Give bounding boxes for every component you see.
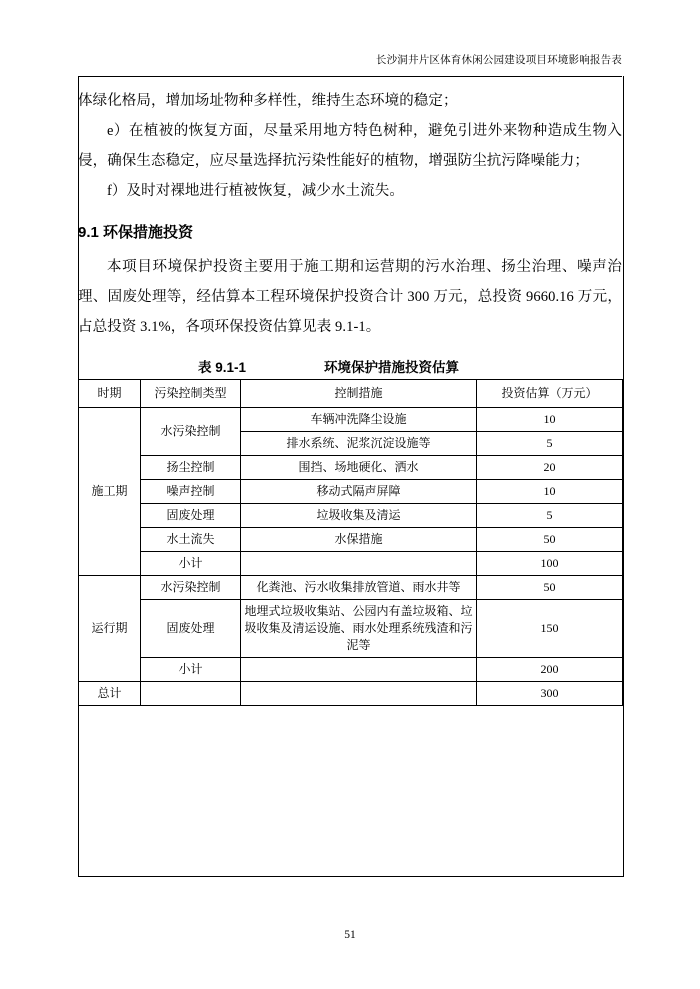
table-row: [79, 528, 623, 552]
cell-amount: 5: [477, 504, 623, 528]
table-row: [79, 480, 623, 504]
cell-control: 化粪池、污水收集排放管道、雨水井等: [241, 576, 477, 600]
page-number: 51: [344, 929, 356, 941]
cell-type-noise: 噪声控制: [141, 480, 241, 504]
cell-control: [241, 552, 477, 576]
section-heading-9-1: 9.1 环保措施投资: [78, 224, 194, 241]
cell-amount: 5: [477, 432, 623, 456]
cell-control: 水保措施: [241, 528, 477, 552]
cell-type-solid-waste: 固废处理: [141, 504, 241, 528]
running-header: 长沙洞井片区体育休闲公园建设项目环境影响报告表: [375, 55, 622, 66]
header-divider: [78, 76, 622, 77]
table-caption: [78, 356, 622, 376]
section-paragraph: 本项目环境保护投资主要用于施工期和运营期的污水治理、扬尘治理、噪声治理、固废处理等，经估算本工程环境保护投资合计 300 万元，总投资 9660.16 万元，占总投资 3.1%，各项环保投资估算见表 9.1-1。: [78, 259, 622, 335]
cell-subtotal-label: 小计: [141, 552, 241, 576]
cell-type-soil-erosion: 水土流失: [141, 528, 241, 552]
col-header-period: 时期: [79, 380, 141, 408]
cell-amount: 20: [477, 456, 623, 480]
table-caption-number: 表 9.1-1: [198, 360, 247, 375]
cell-control: 垃圾收集及清运: [241, 504, 477, 528]
cell-amount: 300: [477, 682, 623, 706]
environmental-investment-table: [78, 379, 623, 706]
table-row-subtotal: [79, 552, 623, 576]
paragraph-f: f）及时对裸地进行植被恢复，减少水土流失。: [107, 183, 404, 199]
cell-control: 排水系统、泥浆沉淀设施等: [241, 432, 477, 456]
cell-total-label: 总计: [79, 682, 141, 706]
paragraph-e: e）在植被的恢复方面，尽量采用地方特色树种，避免引进外来物种造成生物入侵，确保生态稳定，应尽量选择抗污染性能好的植物，增强防尘抗污降噪能力；: [78, 123, 622, 169]
table-row-total: [79, 682, 623, 706]
col-header-type: 污染控制类型: [141, 380, 241, 408]
cell-amount: 100: [477, 552, 623, 576]
table-header-row: [79, 380, 623, 408]
table-row: [79, 408, 623, 432]
cell-amount: 10: [477, 408, 623, 432]
table-row: [79, 504, 623, 528]
cell-control: [241, 682, 477, 706]
col-header-control: 控制措施: [241, 380, 477, 408]
table-row: [79, 456, 623, 480]
cell-control: 移动式隔声屏障: [241, 480, 477, 504]
cell-amount: 50: [477, 576, 623, 600]
cell-type-water: 水污染控制: [141, 408, 241, 456]
page-content: [78, 86, 622, 706]
cell-control: 车辆冲洗降尘设施: [241, 408, 477, 432]
table-row: [79, 600, 623, 658]
cell-amount: 10: [477, 480, 623, 504]
cell-amount: 150: [477, 600, 623, 658]
table-row: [79, 576, 623, 600]
cell-control: 地埋式垃圾收集站、公园内有盖垃圾箱、垃圾收集及清运设施、雨水处理系统残渣和污泥等: [241, 600, 477, 658]
cell-period-construction: 施工期: [79, 408, 141, 576]
cell-type-solid-waste: 固废处理: [141, 600, 241, 658]
table-caption-title: 环境保护措施投资估算: [324, 360, 460, 375]
cell-control: 围挡、场地硬化、洒水: [241, 456, 477, 480]
table-row-subtotal: [79, 658, 623, 682]
cell-type-water: 水污染控制: [141, 576, 241, 600]
cell-amount: 200: [477, 658, 623, 682]
cell-type-dust: 扬尘控制: [141, 456, 241, 480]
cell-amount: 50: [477, 528, 623, 552]
cell-period-operation: 运行期: [79, 576, 141, 682]
paragraph-continuation: 体绿化格局，增加场址物种多样性，维持生态环境的稳定；: [78, 93, 458, 109]
cell-subtotal-label: 小计: [141, 658, 241, 682]
cell-control: [241, 658, 477, 682]
cell-type: [141, 682, 241, 706]
col-header-amount: 投资估算（万元）: [477, 380, 623, 408]
